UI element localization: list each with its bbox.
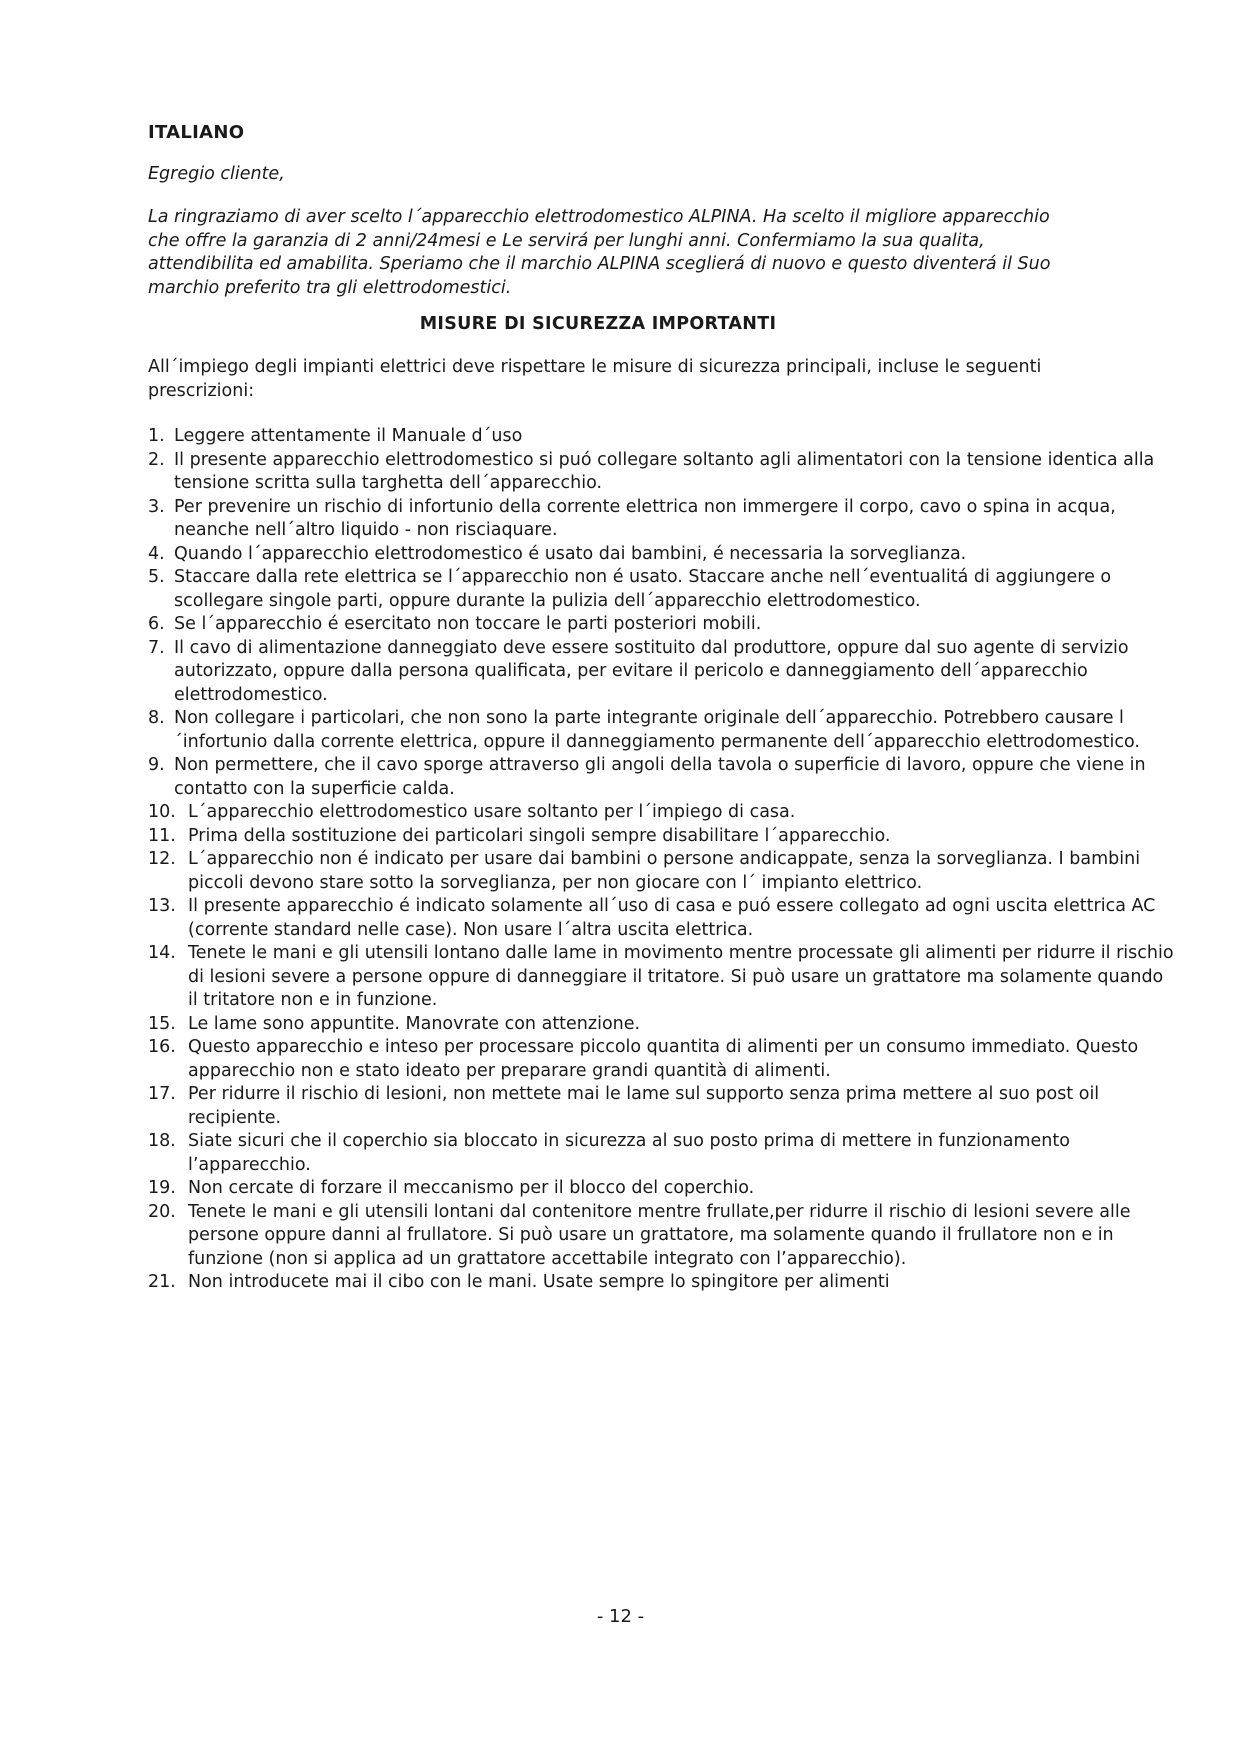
list-item <box>148 1177 1178 1201</box>
item-text: Quando l´apparecchio elettrodomestico é usato dai bambini, é necessaria la sorveglianza. <box>174 543 967 564</box>
item-number: 16. <box>148 1037 176 1057</box>
item-text: Il cavo di alimentazione danneggiato deve essere sostituito dal produttore, oppure dal suo agente di servizio autorizzato, oppure dalla persona qualificata, per evitare il pericolo e danneggiamento dell´apparecchio elettrodomestico. <box>174 637 1129 705</box>
item-number: 10. <box>148 802 176 822</box>
item-text: Non permettere, che il cavo sporge attraverso gli angoli della tavola o superficie di lavoro, oppure che viene in contatto con la superficie calda. <box>174 755 1146 799</box>
list-item <box>148 1083 1178 1130</box>
item-number: 18. <box>148 1131 176 1151</box>
list-item <box>148 895 1178 942</box>
item-text: Il presente apparecchio elettrodomestico si puó collegare soltanto agli alimentatori con la tensione identica alla tensione scritta sulla targhetta dell´apparecchio. <box>174 449 1155 493</box>
item-number: 6. <box>148 614 165 634</box>
item-text: Non collegare i particolari, che non sono la parte integrante originale dell´apparecchio. Potrebbero causare l´infortunio dalla corrente elettrica, oppure il danneggiamento permanente dell´apparecchio elettrodomestico. <box>174 708 1140 752</box>
list-item <box>148 1013 1178 1037</box>
item-number: 19. <box>148 1178 176 1198</box>
list-item <box>148 1271 1178 1295</box>
item-number: 15. <box>148 1013 176 1034</box>
list-item <box>148 496 1178 543</box>
item-text: Le lame sono appuntite. Manovrate con attenzione. <box>188 1013 641 1034</box>
list-item <box>148 942 1178 1013</box>
safety-list <box>148 425 1178 1295</box>
list-item <box>148 754 1178 801</box>
list-item <box>148 637 1178 708</box>
item-text: Staccare dalla rete elettrica se l´apparecchio non é usato. Staccare anche nell´eventualitá di aggiungere o scollegare singole parti, oppure durante la pulizia dell´apparecchio elettrodomestico. <box>174 567 1112 611</box>
item-number: 11. <box>148 825 176 846</box>
list-item <box>148 801 1178 825</box>
list-item <box>148 613 1178 637</box>
list-item <box>148 1130 1178 1177</box>
list-item <box>148 825 1178 849</box>
item-text: Se l´apparecchio é esercitato non toccare le parti posteriori mobili. <box>174 614 762 634</box>
item-text: Per ridurre il rischio di lesioni, non mettete mai le lame sul supporto senza prima mettere al suo post oil recipiente. <box>188 1084 1100 1128</box>
item-text: Non introducete mai il cibo con le mani. Usate sempre lo spingitore per alimenti <box>188 1272 890 1292</box>
item-text: Non cercate di forzare il meccanismo per il blocco del coperchio. <box>188 1178 755 1198</box>
item-number: 2. <box>148 449 165 470</box>
manual-page <box>148 122 1178 1295</box>
item-text: Prima della sostituzione dei particolari singoli sempre disabilitare l´apparecchio. <box>188 825 891 846</box>
item-number: 1. <box>148 426 165 446</box>
intro-paragraph: La ringraziamo di aver scelto l´apparecchio elettrodomestico ALPINA. Ha scelto il migliore apparecchio che offre la garanzia di 2 anni/24mesi e Le servirá per lunghi anni. Confermiamo la sua qualita, attendibilita ed amabilita. Speriamo che il marchio ALPINA sceglierá di nuovo e questo diventerá il Suo marchio preferito tra gli elettrodomestici. <box>148 207 1051 298</box>
item-number: 14. <box>148 943 176 963</box>
item-number: 8. <box>148 708 165 728</box>
list-item <box>148 425 1178 449</box>
item-number: 9. <box>148 755 165 775</box>
item-number: 17. <box>148 1084 176 1104</box>
item-number: 13. <box>148 896 176 916</box>
list-item <box>148 449 1178 496</box>
item-number: 20. <box>148 1201 176 1222</box>
lead-paragraph: All´impiego degli impianti elettrici deve rispettare le misure di sicurezza principali, incluse le seguenti prescrizioni: <box>148 357 1042 401</box>
item-text: L´apparecchio non é indicato per usare dai bambini o persone andicappate, senza la sorveglianza. I bambini piccoli devono stare sotto la sorveglianza, per non giocare con l´ impianto elettrico. <box>188 849 1141 893</box>
item-text: Tenete le mani e gli utensili lontani dal contenitore mentre frullate,per ridurre il rischio di lesioni severe alle persone oppure danni al frullatore. Si può usare un grattatore, ma solamente quando il frullatore non e in funzione (non si applica ad un grattatore accettabile integrato con l’apparecchio). <box>188 1201 1131 1269</box>
list-item <box>148 1201 1178 1272</box>
list-item <box>148 1036 1178 1083</box>
item-text: L´apparecchio elettrodomestico usare soltanto per l´impiego di casa. <box>188 802 796 822</box>
language-heading: ITALIANO <box>148 122 245 143</box>
list-item <box>148 848 1178 895</box>
item-text: Per prevenire un rischio di infortunio della corrente elettrica non immergere il corpo, cavo o spina in acqua, neanche nell´altro liquido - non risciaquare. <box>174 496 1116 540</box>
item-text: Il presente apparecchio é indicato solamente all´uso di casa e puó essere collegato ad ogni uscita elettrica AC (corrente standard nelle case). Non usare l´altra uscita elettrica. <box>188 896 1156 940</box>
item-number: 21. <box>148 1272 176 1292</box>
section-title: MISURE DI SICUREZZA IMPORTANTI <box>419 314 777 334</box>
item-text: Siate sicuri che il coperchio sia bloccato in sicurezza al suo posto prima di mettere in funzionamento l’apparecchio. <box>188 1131 1070 1175</box>
item-number: 12. <box>148 849 176 869</box>
list-item <box>148 566 1178 613</box>
greeting: Egregio cliente, <box>148 164 285 184</box>
item-number: 5. <box>148 567 165 587</box>
item-text: Leggere attentamente il Manuale d´uso <box>174 426 523 446</box>
item-text: Tenete le mani e gli utensili lontano dalle lame in movimento mentre processate gli alimenti per ridurre il rischio di lesioni severe a persone oppure di danneggiare il tritatore. Si può usare un grattatore ma solamente quando il tritatore non e in funzione. <box>188 943 1174 1010</box>
item-number: 3. <box>148 496 165 517</box>
list-item <box>148 543 1178 567</box>
list-item <box>148 707 1178 754</box>
item-text: Questo apparecchio e inteso per processare piccolo quantita di alimenti per un consumo immediato. Questo apparecchio non e stato ideato per preparare grandi quantità di alimenti. <box>188 1037 1139 1081</box>
item-number: 4. <box>148 543 165 564</box>
page-number: - 12 - <box>596 1606 645 1627</box>
item-number: 7. <box>148 637 165 658</box>
